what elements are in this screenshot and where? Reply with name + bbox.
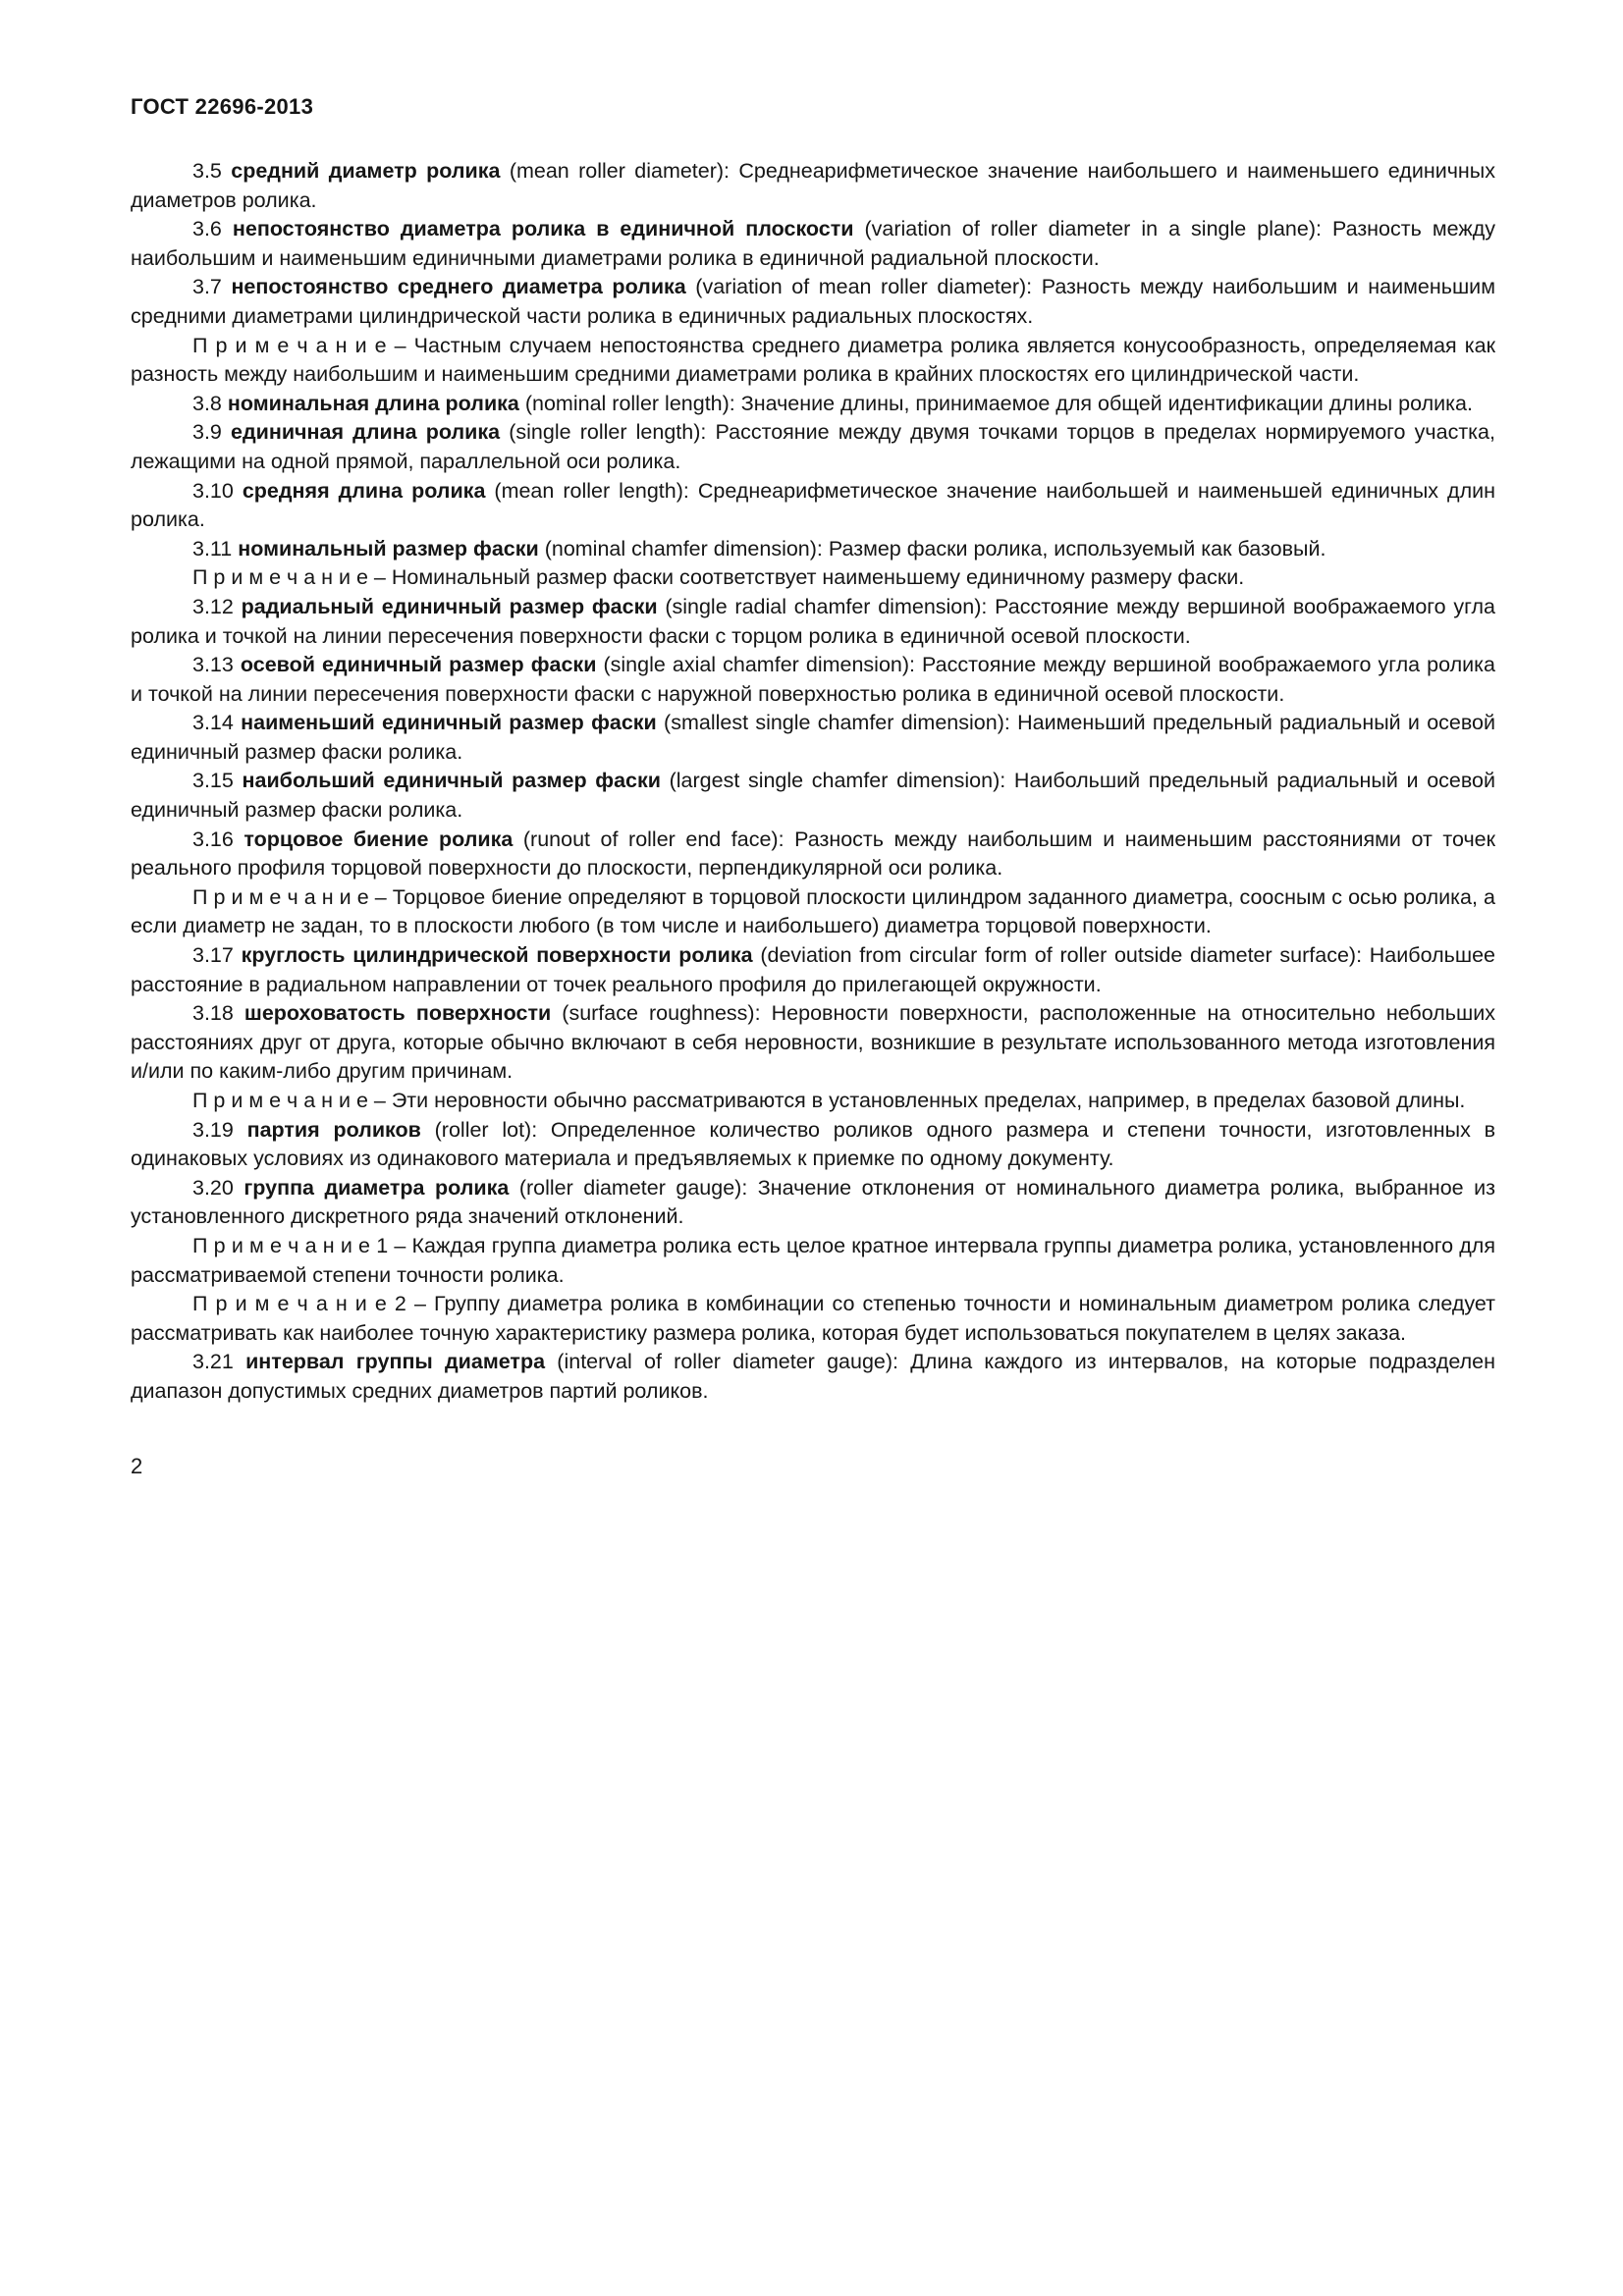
note-text: – Эти неровности обычно рассматриваются в установленных пределах, например, в пределах базовой длины.	[373, 1089, 1466, 1112]
definition-text: (surface roughness): Неровности поверхности, расположенные на относительно небольших расстояниях друг от друга, которые обычно включают в себя неровности, возникшие в результате использованного метода изготовления и/или по каким-либо другим причинам.	[131, 1001, 1495, 1084]
page-content	[131, 157, 1495, 1407]
definition-paragraph	[131, 477, 1495, 535]
note-label: П р и м е ч а н и е	[192, 333, 395, 357]
note-label: П р и м е ч а н и е	[192, 1089, 374, 1112]
definition-text: (deviation from circular form of roller outside diameter surface): Наибольшее расстояние в радиальном направлении от точек реального профиля до прилегающей окружности.	[131, 943, 1495, 996]
term: наибольший единичный размер фаски	[242, 769, 670, 793]
clause-number: 3.15	[192, 769, 243, 793]
term: шероховатость поверхности	[243, 1001, 563, 1026]
clause-number: 3.20	[192, 1175, 244, 1200]
term: партия роликов	[246, 1117, 435, 1142]
note-label: П р и м е ч а н и е 2	[192, 1292, 414, 1316]
note-text: – Группу диаметра ролика в комбинации со степенью точности и номинальным диаметром ролика следует рассматривать как наиболее точную характеристику размера ролика, которая будет использоваться покупателем в целях заказа.	[131, 1292, 1495, 1345]
note-paragraph	[131, 1087, 1495, 1116]
clause-number: 3.9	[192, 420, 232, 445]
page-number: 2	[131, 1453, 143, 1478]
term: интервал группы диаметра	[245, 1350, 558, 1374]
clause-number: 3.12	[192, 594, 242, 618]
definition-text: (single axial chamfer dimension): Расстояние между вершиной воображаемого угла ролика и точкой на линии пересечения поверхности фаски с наружной поверхностью ролика в единичной осевой плоскости.	[131, 653, 1495, 706]
term: непостоянство диаметра ролика в единичной плоскости	[232, 217, 865, 241]
term: осевой единичный размер фаски	[240, 653, 604, 677]
clause-number: 3.14	[192, 711, 242, 735]
definition-paragraph	[131, 157, 1495, 215]
definition-text: (roller lot): Определенное количество роликов одного размера и степени точности, изготовленных в одинаковых условиях из одинакового материала и предъявляемых к приемке по одному документу.	[131, 1117, 1496, 1171]
note-paragraph	[131, 1232, 1495, 1290]
definition-text: (interval of roller diameter gauge): Длина каждого из интервалов, на которые подразделен диапазон допустимых средних диаметров партий роликов.	[131, 1350, 1495, 1403]
note-paragraph	[131, 1290, 1495, 1348]
clause-number: 3.13	[192, 653, 241, 677]
definition-text: (roller diameter gauge): Значение отклонения от номинального диаметра ролика, выбранное из установленного дискретного ряда значений отклонений.	[131, 1175, 1495, 1229]
term: наименьший единичный размер фаски	[241, 711, 665, 735]
definition-text: (single radial chamfer dimension): Расстояние между вершиной воображаемого угла ролика и точкой на линии пересечения поверхности фаски с торцом ролика в единичной осевой плоскости.	[131, 594, 1495, 648]
definition-paragraph	[131, 999, 1495, 1087]
definition-paragraph	[131, 767, 1495, 825]
clause-number: 3.7	[192, 275, 232, 299]
clause-number: 3.8	[192, 391, 228, 415]
note-paragraph	[131, 883, 1495, 941]
clause-number: 3.21	[192, 1350, 246, 1374]
term: радиальный единичный размер фаски	[241, 594, 666, 618]
definition-paragraph	[131, 215, 1495, 273]
note-paragraph	[131, 332, 1495, 390]
definition-text: (variation of mean roller diameter): Разность между наибольшим и наименьшим средними диаметрами цилиндрической части ролика в единичных радиальных плоскостях.	[131, 275, 1495, 328]
term: средний диаметр ролика	[231, 159, 510, 183]
clause-number: 3.6	[192, 217, 233, 241]
definition-paragraph	[131, 1348, 1495, 1406]
definition-text: (runout of roller end face): Разность между наибольшим и наименьшим расстояниями от точек реального профиля торцовой поверхности до плоскости, перпендикулярной оси ролика.	[131, 827, 1496, 881]
note-label: П р и м е ч а н и е	[192, 884, 375, 909]
definition-paragraph	[131, 709, 1495, 767]
term: непостоянство среднего диаметра ролика	[231, 275, 696, 299]
term: группа диаметра ролика	[243, 1175, 519, 1200]
note-label: П р и м е ч а н и е 1	[192, 1233, 395, 1257]
clause-number: 3.16	[192, 827, 244, 851]
note-text: – Номинальный размер фаски соответствует наименьшему единичному размеру фаски.	[373, 565, 1245, 590]
clause-number: 3.17	[192, 943, 242, 968]
term: торцовое биение ролика	[243, 827, 523, 851]
definition-text: (single roller length): Расстояние между двумя точками торцов в пределах нормируемого участка, лежащими на одной прямой, параллельной оси ролика.	[131, 420, 1495, 473]
term: номинальный размер фаски	[238, 536, 545, 561]
definition-text: (smallest single chamfer dimension): Наименьший предельный радиальный и осевой единичный размер фаски ролика.	[131, 711, 1496, 764]
term: единичная длина ролика	[231, 420, 510, 445]
clause-number: 3.19	[192, 1117, 247, 1142]
term: круглость цилиндрической поверхности ролика	[241, 943, 761, 968]
clause-number: 3.10	[192, 478, 243, 503]
definition-paragraph	[131, 826, 1495, 883]
definition-paragraph	[131, 941, 1495, 999]
definition-paragraph	[131, 593, 1495, 651]
definition-text: (mean roller length): Среднеарифметическое значение наибольшей и наименьшей единичных длин ролика.	[131, 478, 1495, 532]
clause-number: 3.18	[192, 1001, 244, 1026]
definition-text: (largest single chamfer dimension): Наибольший предельный радиальный и осевой единичный размер фаски ролика.	[131, 769, 1495, 823]
note-text: – Торцовое биение определяют в торцовой плоскости цилиндром заданного диаметра, соосным с осью ролика, а если диаметр не задан, то в плоскости любого (в том числе и наибольшего) диаметра торцовой поверхности.	[131, 884, 1495, 938]
definition-paragraph	[131, 651, 1495, 709]
term: номинальная длина ролика	[227, 391, 525, 415]
definition-text: (variation of roller diameter in a single plane): Разность между наибольшим и наименьшим единичными диаметрами ролика в единичной радиальной плоскости.	[131, 217, 1495, 270]
definition-paragraph	[131, 390, 1495, 419]
note-paragraph	[131, 563, 1495, 593]
term: средняя длина ролика	[242, 478, 495, 503]
definition-paragraph	[131, 1116, 1495, 1174]
clause-number: 3.5	[192, 159, 232, 183]
clause-number: 3.11	[192, 536, 239, 561]
definition-text: (nominal chamfer dimension): Размер фаски ролика, используемый как базовый.	[544, 536, 1326, 561]
definition-text: (mean roller diameter): Среднеарифметическое значение наибольшего и наименьшего единичных диаметров ролика.	[131, 159, 1495, 212]
definition-paragraph	[131, 418, 1495, 476]
note-text: – Частным случаем непостоянства среднего диаметра ролика является конусообразность, определяемая как разность между наибольшим и наименьшим средними диаметрами ролика в крайних плоскостях его цилиндрической части.	[131, 333, 1495, 387]
definition-paragraph	[131, 273, 1495, 331]
definition-paragraph	[131, 535, 1495, 564]
note-text: – Каждая группа диаметра ролика есть целое кратное интервала группы диаметра ролика, установленного для рассматриваемой степени точности ролика.	[131, 1233, 1495, 1287]
note-label: П р и м е ч а н и е	[192, 565, 374, 590]
document-header: ГОСТ 22696-2013	[131, 94, 314, 119]
definition-paragraph	[131, 1174, 1495, 1232]
definition-text: (nominal roller length): Значение длины, принимаемое для общей идентификации длины ролика.	[524, 391, 1473, 415]
